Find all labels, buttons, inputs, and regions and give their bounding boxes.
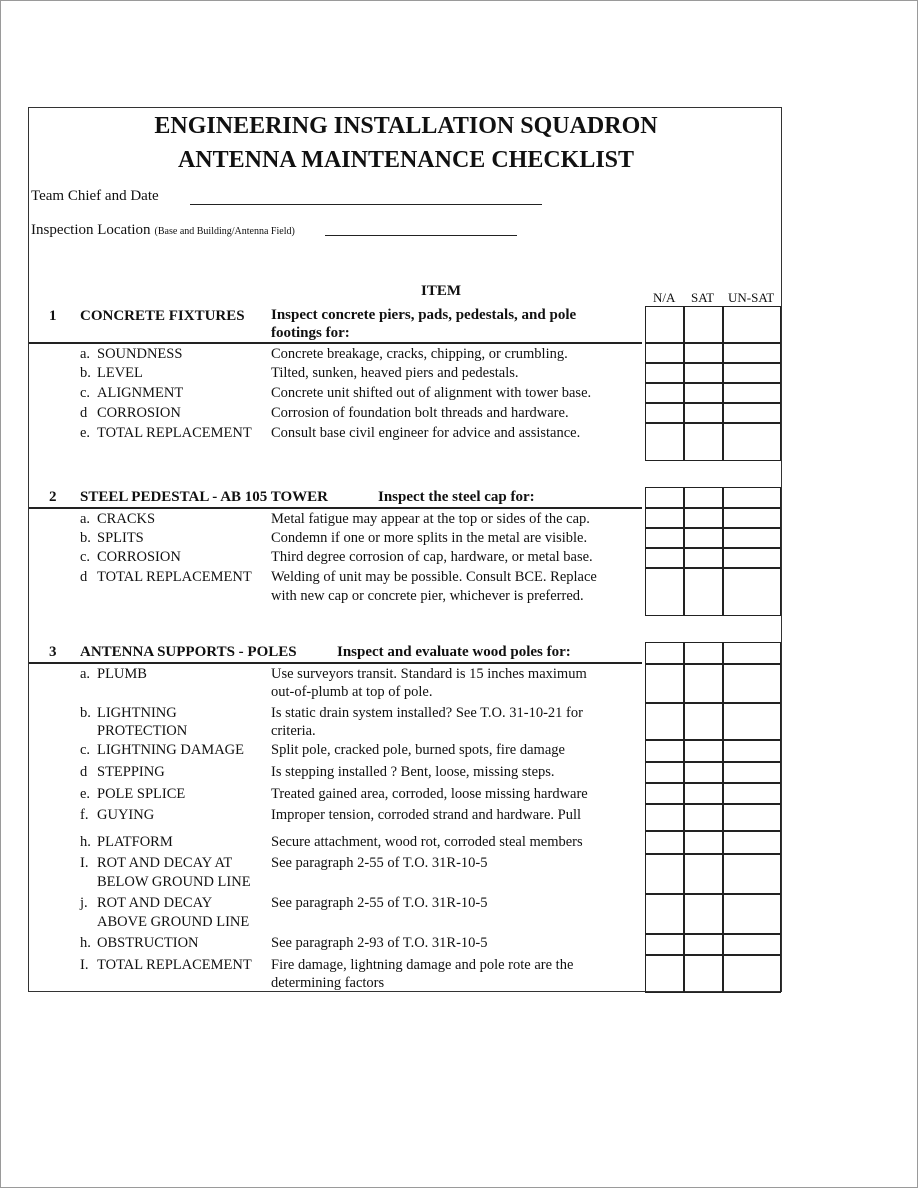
item-1b-letter: b. [80, 365, 91, 381]
s2-row0-unsat-checkbox[interactable] [723, 487, 781, 508]
s1-row2-sat-checkbox[interactable] [684, 363, 723, 383]
s3-row4-na-checkbox[interactable] [645, 762, 684, 783]
s3-row0-sat-checkbox[interactable] [684, 642, 723, 664]
item-1b-name: LEVEL [97, 365, 143, 381]
item-2b-name: SPLITS [97, 530, 144, 546]
s1-row3-na-checkbox[interactable] [645, 383, 684, 403]
unsat-column-header: UN-SAT [728, 290, 775, 305]
s3-row3-sat-checkbox[interactable] [684, 740, 723, 762]
s3-row0-unsat-checkbox[interactable] [723, 642, 781, 664]
s3-row10-sat-checkbox[interactable] [684, 934, 723, 955]
item-2d-desc-cont: with new cap or concrete pier, whichever is preferred. [271, 588, 584, 604]
item-1d-name: CORROSION [97, 405, 181, 421]
s1-row0-unsat-checkbox[interactable] [723, 306, 781, 343]
item-1c-desc: Concrete unit shifted out of alignment with tower base. [271, 385, 592, 401]
section-2-rule [29, 507, 642, 509]
item-3f-name: GUYING [97, 807, 155, 823]
s3-row0-na-checkbox[interactable] [645, 642, 684, 664]
section-1-instruction: Inspect concrete piers, pads, pedestals, and pole [271, 307, 577, 323]
section-3-name: ANTENNA SUPPORTS - POLES [80, 644, 297, 660]
s3-row7-unsat-checkbox[interactable] [723, 831, 781, 854]
s3-row2-na-checkbox[interactable] [645, 703, 684, 740]
item-3a-desc: Use surveyors transit. Standard is 15 inches maximum [271, 666, 587, 682]
s3-row9-na-checkbox[interactable] [645, 894, 684, 934]
s3-row11-na-checkbox[interactable] [645, 955, 684, 993]
s3-row5-sat-checkbox[interactable] [684, 783, 723, 804]
s2-row3-sat-checkbox[interactable] [684, 548, 723, 568]
s1-row0-sat-checkbox[interactable] [684, 306, 723, 343]
s1-row5-sat-checkbox[interactable] [684, 423, 723, 461]
item-3i2-desc: Fire damage, lightning damage and pole rote are the [271, 957, 574, 973]
item-1a-name: SOUNDNESS [97, 346, 183, 362]
s3-row2-unsat-checkbox[interactable] [723, 703, 781, 740]
s2-row0-sat-checkbox[interactable] [684, 487, 723, 508]
section-3-rule [29, 662, 642, 664]
na-column-header: N/A [653, 290, 676, 305]
s1-row3-unsat-checkbox[interactable] [723, 383, 781, 403]
s3-row5-unsat-checkbox[interactable] [723, 783, 781, 804]
team-chief-field[interactable] [190, 204, 542, 205]
s3-row6-sat-checkbox[interactable] [684, 804, 723, 831]
section-2-name: STEEL PEDESTAL - AB 105 TOWER [80, 489, 329, 505]
item-1e-letter: e. [80, 425, 91, 441]
s3-row6-na-checkbox[interactable] [645, 804, 684, 831]
section-1-instruction-cont: footings for: [271, 325, 350, 341]
item-3h2-desc: See paragraph 2-93 of T.O. 31R-10-5 [271, 935, 488, 951]
s3-row10-unsat-checkbox[interactable] [723, 934, 781, 955]
item-3i2-desc-cont: determining factors [271, 975, 385, 991]
item-3b-letter: b. [80, 705, 91, 721]
s3-row5-na-checkbox[interactable] [645, 783, 684, 804]
team-chief-label: Team Chief and Date [31, 188, 159, 204]
item-3h-name: PLATFORM [97, 834, 173, 850]
item-3d-letter: d [80, 764, 88, 780]
item-2b-letter: b. [80, 530, 91, 546]
item-2a-name: CRACKS [97, 511, 156, 527]
s3-row4-sat-checkbox[interactable] [684, 762, 723, 783]
s3-row1-sat-checkbox[interactable] [684, 664, 723, 703]
s3-row11-unsat-checkbox[interactable] [723, 955, 781, 993]
s3-row3-na-checkbox[interactable] [645, 740, 684, 762]
s2-row0-na-checkbox[interactable] [645, 487, 684, 508]
item-3e-letter: e. [80, 786, 91, 802]
item-1c-name: ALIGNMENT [97, 385, 184, 401]
item-1a-desc: Concrete breakage, cracks, chipping, or crumbling. [271, 346, 568, 362]
item-3i2-name: TOTAL REPLACEMENT [97, 957, 252, 973]
item-3b-desc: Is static drain system installed? See T.O. 31-10-21 for [271, 705, 583, 721]
item-3c-desc: Split pole, cracked pole, burned spots, fire damage [271, 742, 565, 758]
s2-row1-na-checkbox[interactable] [645, 508, 684, 528]
s3-row1-unsat-checkbox[interactable] [723, 664, 781, 703]
item-2d-name: TOTAL REPLACEMENT [97, 569, 252, 585]
item-3a-desc-cont: out-of-plumb at top of pole. [271, 684, 433, 700]
s3-row11-sat-checkbox[interactable] [684, 955, 723, 993]
section-1-rule [29, 342, 642, 344]
section-3-number: 3 [49, 644, 57, 660]
s3-row8-na-checkbox[interactable] [645, 854, 684, 894]
item-3j-letter: j. [80, 895, 88, 911]
item-3c-letter: c. [80, 742, 91, 758]
item-3f-letter: f. [80, 807, 89, 823]
item-1d-letter: d [80, 405, 88, 421]
item-3h2-name: OBSTRUCTION [97, 935, 199, 951]
s2-row2-unsat-checkbox[interactable] [723, 528, 781, 548]
item-1c-letter: c. [80, 385, 91, 401]
s1-row1-unsat-checkbox[interactable] [723, 343, 781, 363]
item-3h2-letter: h. [80, 935, 91, 951]
s1-row5-unsat-checkbox[interactable] [723, 423, 781, 461]
s1-row4-unsat-checkbox[interactable] [723, 403, 781, 423]
s3-row9-sat-checkbox[interactable] [684, 894, 723, 934]
item-2d-desc: Welding of unit may be possible. Consult BCE. Replace [271, 569, 597, 585]
s3-row7-sat-checkbox[interactable] [684, 831, 723, 854]
item-3d-desc: Is stepping installed ? Bent, loose, missing steps. [271, 764, 555, 780]
sat-column-header: SAT [691, 290, 715, 305]
item-2b-desc: Condemn if one or more splits in the metal are visible. [271, 530, 588, 546]
section-1-name: CONCRETE FIXTURES [80, 308, 245, 324]
item-3b-desc-cont: criteria. [271, 723, 316, 739]
s1-row1-na-checkbox[interactable] [645, 343, 684, 363]
item-3i-name: ROT AND DECAY AT [97, 855, 233, 871]
item-3h-desc: Secure attachment, wood rot, corroded steal members [271, 834, 583, 850]
item-3i-letter: I. [80, 855, 89, 871]
section-2-number: 2 [49, 489, 57, 505]
item-1e-desc: Consult base civil engineer for advice and assistance. [271, 425, 581, 441]
item-2a-letter: a. [80, 511, 91, 527]
s2-row1-sat-checkbox[interactable] [684, 508, 723, 528]
s1-row1-sat-checkbox[interactable] [684, 343, 723, 363]
item-3a-name: PLUMB [97, 666, 147, 682]
s2-row3-na-checkbox[interactable] [645, 548, 684, 568]
s2-row4-na-checkbox[interactable] [645, 568, 684, 616]
item-3i-desc: See paragraph 2-55 of T.O. 31R-10-5 [271, 855, 488, 871]
s3-row2-sat-checkbox[interactable] [684, 703, 723, 740]
s3-row10-na-checkbox[interactable] [645, 934, 684, 955]
item-1e-name: TOTAL REPLACEMENT [97, 425, 252, 441]
s1-row2-unsat-checkbox[interactable] [723, 363, 781, 383]
inspection-location-label: Inspection Location [31, 222, 151, 238]
s2-row3-unsat-checkbox[interactable] [723, 548, 781, 568]
s3-row8-sat-checkbox[interactable] [684, 854, 723, 894]
item-3e-name: POLE SPLICE [97, 786, 186, 802]
s3-row6-unsat-checkbox[interactable] [723, 804, 781, 831]
item-3j-name-cont: ABOVE GROUND LINE [97, 914, 250, 930]
item-2c-name: CORROSION [97, 549, 181, 565]
item-column-header: ITEM [421, 283, 462, 299]
s1-row4-na-checkbox[interactable] [645, 403, 684, 423]
s2-row4-unsat-checkbox[interactable] [723, 568, 781, 616]
item-3e-desc: Treated gained area, corroded, loose missing hardware [271, 786, 588, 802]
s3-row4-unsat-checkbox[interactable] [723, 762, 781, 783]
item-3b-name: LIGHTNING [97, 705, 177, 721]
item-3i2-letter: I. [80, 957, 89, 973]
s1-row3-sat-checkbox[interactable] [684, 383, 723, 403]
item-3c-name: LIGHTNING DAMAGE [97, 742, 244, 758]
item-3j-desc: See paragraph 2-55 of T.O. 31R-10-5 [271, 895, 488, 911]
inspection-location-hint: (Base and Building/Antenna Field) [154, 226, 295, 237]
s3-row3-unsat-checkbox[interactable] [723, 740, 781, 762]
item-3i-name-cont: BELOW GROUND LINE [97, 874, 251, 890]
section-1-number: 1 [49, 308, 57, 324]
s2-row1-unsat-checkbox[interactable] [723, 508, 781, 528]
s3-row7-na-checkbox[interactable] [645, 831, 684, 854]
item-1d-desc: Corrosion of foundation bolt threads and hardware. [271, 405, 569, 421]
item-3b-name-cont: PROTECTION [97, 723, 188, 739]
s2-row2-na-checkbox[interactable] [645, 528, 684, 548]
s3-row8-unsat-checkbox[interactable] [723, 854, 781, 894]
item-3j-name: ROT AND DECAY [97, 895, 213, 911]
item-3a-letter: a. [80, 666, 91, 682]
s3-row1-na-checkbox[interactable] [645, 664, 684, 703]
item-1a-letter: a. [80, 346, 91, 362]
section-3-instruction: Inspect and evaluate wood poles for: [337, 644, 571, 660]
item-2c-desc: Third degree corrosion of cap, hardware, or metal base. [271, 549, 593, 565]
s1-row5-na-checkbox[interactable] [645, 423, 684, 461]
inspection-location-row [31, 221, 295, 239]
s1-row2-na-checkbox[interactable] [645, 363, 684, 383]
s3-row9-unsat-checkbox[interactable] [723, 894, 781, 934]
s2-row4-sat-checkbox[interactable] [684, 568, 723, 616]
item-3h-letter: h. [80, 834, 91, 850]
section-2-instruction: Inspect the steel cap for: [378, 489, 535, 505]
item-1b-desc: Tilted, sunken, heaved piers and pedestals. [271, 365, 519, 381]
item-2c-letter: c. [80, 549, 91, 565]
item-3f-desc: Improper tension, corroded strand and hardware. Pull [271, 807, 582, 823]
s1-row4-sat-checkbox[interactable] [684, 403, 723, 423]
item-2d-letter: d [80, 569, 88, 585]
item-2a-desc: Metal fatigue may appear at the top or sides of the cap. [271, 511, 590, 527]
inspection-location-field[interactable] [325, 235, 517, 236]
s1-row0-na-checkbox[interactable] [645, 306, 684, 343]
form-title-line2: ANTENNA MAINTENANCE CHECKLIST [177, 147, 635, 173]
checklist-form [28, 107, 782, 992]
item-3d-name: STEPPING [97, 764, 165, 780]
form-title-line1: ENGINEERING INSTALLATION SQUADRON [154, 113, 658, 139]
s2-row2-sat-checkbox[interactable] [684, 528, 723, 548]
